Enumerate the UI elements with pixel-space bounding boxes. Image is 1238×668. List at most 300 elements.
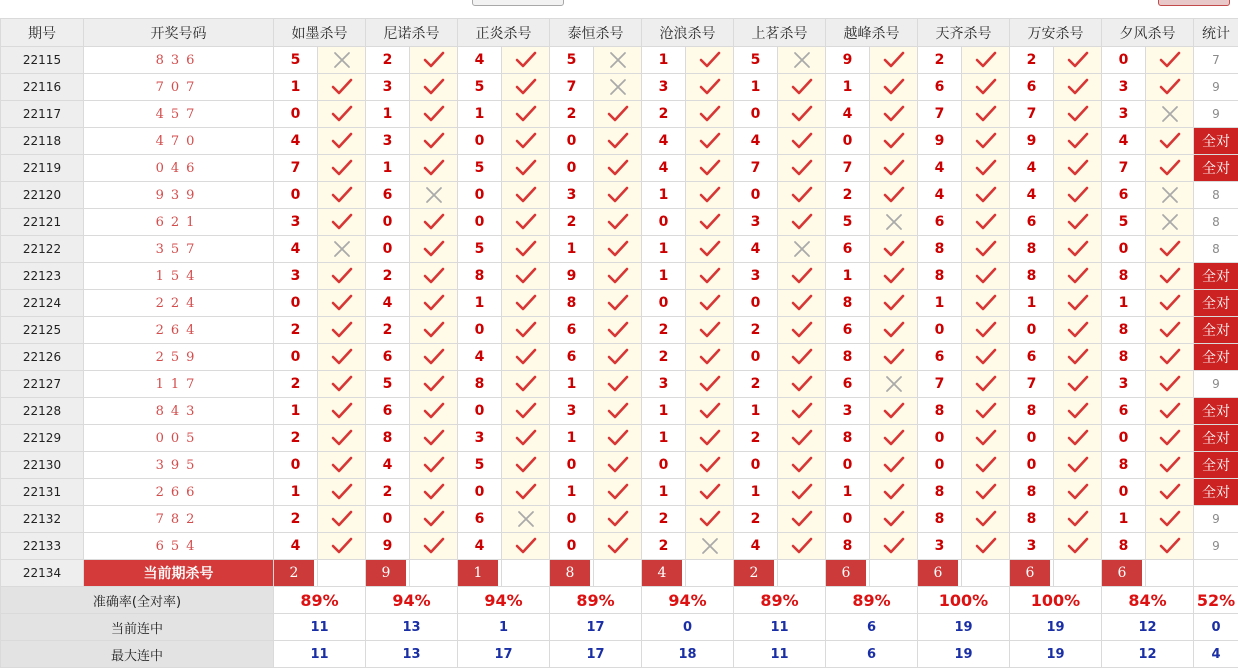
current-streak-row-value: 12 <box>1102 614 1194 641</box>
header-expert[interactable]: 如墨杀号 <box>274 19 366 47</box>
kill-number-cell: 1 <box>274 74 318 101</box>
hit-mark-cell <box>1054 425 1102 452</box>
kill-number-cell: 2 <box>826 182 870 209</box>
period-cell: 22116 <box>1 74 84 101</box>
hit-mark-cell <box>1146 317 1194 344</box>
kill-number-cell: 0 <box>1102 47 1146 74</box>
hit-mark-cell <box>778 398 826 425</box>
header-expert[interactable]: 天齐杀号 <box>918 19 1010 47</box>
cross-icon <box>1159 185 1181 205</box>
hit-mark-cell <box>1146 263 1194 290</box>
kill-number-cell: 7 <box>1102 155 1146 182</box>
hit-mark-cell <box>962 128 1010 155</box>
check-icon <box>1067 185 1089 205</box>
check-icon <box>791 185 813 205</box>
current-kill-spacer <box>594 560 642 587</box>
cross-icon <box>607 77 629 97</box>
kill-number-cell: 0 <box>458 479 502 506</box>
kill-number-cell: 1 <box>826 479 870 506</box>
kill-number-cell: 7 <box>918 101 962 128</box>
check-icon <box>1159 320 1181 340</box>
current-streak-row-value: 6 <box>826 614 918 641</box>
hit-mark-cell <box>410 101 458 128</box>
hit-mark-cell <box>1054 398 1102 425</box>
kill-number-cell: 2 <box>274 425 318 452</box>
hit-mark-cell <box>686 452 734 479</box>
kill-number-cell: 2 <box>366 317 410 344</box>
current-kill-number: 8 <box>550 560 590 586</box>
kill-number-cell: 7 <box>918 371 962 398</box>
kill-number-cell: 0 <box>1010 452 1054 479</box>
check-icon <box>423 509 445 529</box>
check-icon <box>699 104 721 124</box>
hit-mark-cell <box>686 371 734 398</box>
kill-number-cell: 4 <box>1102 128 1146 155</box>
check-icon <box>975 239 997 259</box>
hit-mark-cell <box>962 344 1010 371</box>
winning-number-cell: 836 <box>84 47 274 74</box>
kill-number-cell: 0 <box>826 128 870 155</box>
max-streak-row-value: 19 <box>918 641 1010 668</box>
max-streak-row-value: 11 <box>734 641 826 668</box>
period-cell: 22129 <box>1 425 84 452</box>
kill-number-cell: 0 <box>1010 425 1054 452</box>
check-icon <box>975 509 997 529</box>
header-expert[interactable]: 沧浪杀号 <box>642 19 734 47</box>
kill-number-cell: 4 <box>734 533 778 560</box>
hit-mark-cell <box>594 479 642 506</box>
kill-number-cell: 4 <box>458 344 502 371</box>
hit-mark-cell <box>870 47 918 74</box>
kill-number-cell: 7 <box>1010 371 1054 398</box>
check-icon <box>607 104 629 124</box>
check-icon <box>699 77 721 97</box>
check-icon <box>1159 293 1181 313</box>
check-icon <box>791 455 813 475</box>
period-cell: 22119 <box>1 155 84 182</box>
kill-number-cell: 1 <box>550 479 594 506</box>
kill-number-cell: 0 <box>1102 236 1146 263</box>
hit-mark-cell <box>318 317 366 344</box>
kill-number-cell: 9 <box>550 263 594 290</box>
kill-number-cell: 4 <box>458 47 502 74</box>
kill-number-cell: 0 <box>366 209 410 236</box>
current-kill-number: 6 <box>826 560 866 586</box>
check-icon <box>883 401 905 421</box>
hit-mark-cell <box>410 47 458 74</box>
cross-icon <box>423 185 445 205</box>
hit-count-cell: 9 <box>1194 371 1238 398</box>
check-icon <box>1067 266 1089 286</box>
miss-mark-cell <box>870 371 918 398</box>
winning-number-cell: 266 <box>84 479 274 506</box>
hit-mark-cell <box>502 128 550 155</box>
accuracy-row-value: 94% <box>642 587 734 614</box>
cross-icon <box>515 509 537 529</box>
kill-number-cell: 0 <box>274 101 318 128</box>
header-expert[interactable]: 泰恒杀号 <box>550 19 642 47</box>
kill-number-cell: 3 <box>642 74 686 101</box>
check-icon <box>607 509 629 529</box>
hit-mark-cell <box>410 74 458 101</box>
current-stat-cell <box>1194 560 1238 587</box>
kill-number-cell: 3 <box>1102 101 1146 128</box>
kill-number-cell: 4 <box>826 101 870 128</box>
hit-mark-cell <box>502 209 550 236</box>
hit-mark-cell <box>1054 533 1102 560</box>
kill-number-cell: 2 <box>366 47 410 74</box>
hit-mark-cell <box>962 209 1010 236</box>
check-icon <box>607 239 629 259</box>
hit-mark-cell <box>1146 398 1194 425</box>
check-icon <box>883 455 905 475</box>
kill-number-cell: 8 <box>1102 263 1146 290</box>
check-icon <box>331 347 353 367</box>
current-kill-cell <box>366 560 410 587</box>
accuracy-row-value: 89% <box>550 587 642 614</box>
hit-mark-cell <box>778 533 826 560</box>
table-row <box>1 317 1238 344</box>
kill-number-cell: 0 <box>642 452 686 479</box>
table-row <box>1 263 1238 290</box>
kill-number-cell: 2 <box>550 209 594 236</box>
accuracy-row-label: 准确率(全对率) <box>1 587 274 614</box>
kill-number-cell: 1 <box>642 479 686 506</box>
hit-mark-cell <box>318 263 366 290</box>
kill-number-cell: 8 <box>1010 263 1054 290</box>
check-icon <box>975 185 997 205</box>
check-icon <box>607 131 629 151</box>
hit-mark-cell <box>962 236 1010 263</box>
hit-mark-cell <box>778 182 826 209</box>
kill-number-cell: 2 <box>734 506 778 533</box>
hit-mark-cell <box>1054 479 1102 506</box>
hit-mark-cell <box>778 371 826 398</box>
hit-mark-cell <box>870 533 918 560</box>
all-correct-badge: 全对 <box>1194 155 1238 182</box>
check-icon <box>975 293 997 313</box>
header-row <box>1 19 1238 47</box>
header-expert[interactable]: 正炎杀号 <box>458 19 550 47</box>
check-icon <box>791 77 813 97</box>
all-correct-badge: 全对 <box>1194 263 1238 290</box>
current-streak-row-value: 0 <box>642 614 734 641</box>
kill-number-cell: 6 <box>918 209 962 236</box>
hit-mark-cell <box>410 425 458 452</box>
kill-number-cell: 0 <box>826 506 870 533</box>
current-kill-spacer <box>318 560 366 587</box>
kill-number-cell: 8 <box>366 425 410 452</box>
max-streak-row-value: 19 <box>1010 641 1102 668</box>
check-icon <box>883 428 905 448</box>
kill-number-cell: 1 <box>366 101 410 128</box>
kill-number-cell: 3 <box>826 398 870 425</box>
header-expert[interactable]: 越峰杀号 <box>826 19 918 47</box>
winning-number-cell: 782 <box>84 506 274 533</box>
check-icon <box>1159 158 1181 178</box>
current-kill-cell <box>642 560 686 587</box>
current-kill-number: 2 <box>274 560 314 586</box>
kill-number-cell: 6 <box>1102 398 1146 425</box>
kill-number-cell: 8 <box>826 533 870 560</box>
kill-number-cell: 4 <box>366 290 410 317</box>
kill-number-cell: 2 <box>274 506 318 533</box>
table-row <box>1 74 1238 101</box>
table-row <box>1 290 1238 317</box>
period-cell: 22121 <box>1 209 84 236</box>
kill-number-cell: 2 <box>1010 47 1054 74</box>
kill-number-cell: 0 <box>918 425 962 452</box>
kill-number-cell: 2 <box>734 317 778 344</box>
kill-number-cell: 0 <box>734 452 778 479</box>
hit-mark-cell <box>962 506 1010 533</box>
kill-number-cell: 8 <box>1102 344 1146 371</box>
all-correct-badge: 全对 <box>1194 128 1238 155</box>
winning-number-cell: 117 <box>84 371 274 398</box>
hit-count-cell: 9 <box>1194 506 1238 533</box>
kill-number-cell: 8 <box>1010 506 1054 533</box>
kill-number-cell: 0 <box>734 101 778 128</box>
hit-mark-cell <box>870 425 918 452</box>
hit-mark-cell <box>686 209 734 236</box>
check-icon <box>791 320 813 340</box>
current-kill-spacer <box>778 560 826 587</box>
kill-number-cell: 0 <box>1102 479 1146 506</box>
kill-number-cell: 8 <box>826 344 870 371</box>
kill-number-cell: 5 <box>826 209 870 236</box>
hit-mark-cell <box>686 398 734 425</box>
winning-number-cell: 224 <box>84 290 274 317</box>
cross-icon <box>791 50 813 70</box>
check-icon <box>331 509 353 529</box>
hit-mark-cell <box>594 128 642 155</box>
hit-mark-cell <box>318 506 366 533</box>
winning-number-cell: 707 <box>84 74 274 101</box>
check-icon <box>1159 347 1181 367</box>
header-expert[interactable]: 万安杀号 <box>1010 19 1102 47</box>
check-icon <box>791 401 813 421</box>
hit-mark-cell <box>1054 371 1102 398</box>
kill-number-cell: 4 <box>918 155 962 182</box>
check-icon <box>331 185 353 205</box>
kill-number-cell: 6 <box>550 317 594 344</box>
hit-mark-cell <box>778 74 826 101</box>
check-icon <box>423 266 445 286</box>
header-expert[interactable]: 上茗杀号 <box>734 19 826 47</box>
winning-number-cell: 357 <box>84 236 274 263</box>
check-icon <box>515 428 537 448</box>
check-icon <box>699 455 721 475</box>
header-period: 期号 <box>1 19 84 47</box>
max-streak-row-value: 17 <box>458 641 550 668</box>
kill-number-cell: 3 <box>550 182 594 209</box>
current-kill-spacer <box>686 560 734 587</box>
check-icon <box>607 266 629 286</box>
kill-number-cell: 0 <box>458 182 502 209</box>
accuracy-row-value: 100% <box>918 587 1010 614</box>
check-icon <box>423 293 445 313</box>
hit-mark-cell <box>778 101 826 128</box>
check-icon <box>1067 509 1089 529</box>
check-icon <box>331 77 353 97</box>
hit-mark-cell <box>686 101 734 128</box>
kill-number-cell: 2 <box>366 263 410 290</box>
kill-number-cell: 1 <box>918 290 962 317</box>
kill-number-cell: 4 <box>1010 155 1054 182</box>
hit-mark-cell <box>962 398 1010 425</box>
kill-number-cell: 5 <box>550 47 594 74</box>
kill-number-cell: 7 <box>274 155 318 182</box>
check-icon <box>975 77 997 97</box>
check-icon <box>423 50 445 70</box>
kill-number-cell: 6 <box>918 74 962 101</box>
kill-number-cell: 3 <box>918 533 962 560</box>
kill-number-cell: 6 <box>826 317 870 344</box>
hit-mark-cell <box>778 209 826 236</box>
kill-number-cell: 0 <box>734 182 778 209</box>
kill-number-cell: 6 <box>826 371 870 398</box>
table-row <box>1 155 1238 182</box>
check-icon <box>699 320 721 340</box>
check-icon <box>883 131 905 151</box>
check-icon <box>331 158 353 178</box>
kill-number-cell: 8 <box>918 479 962 506</box>
header-expert[interactable]: 尼诺杀号 <box>366 19 458 47</box>
check-icon <box>791 131 813 151</box>
check-icon <box>883 77 905 97</box>
kill-number-cell: 4 <box>642 155 686 182</box>
hit-mark-cell <box>1054 452 1102 479</box>
kill-number-cell: 5 <box>366 371 410 398</box>
check-icon <box>1159 455 1181 475</box>
miss-mark-cell <box>870 209 918 236</box>
hit-mark-cell <box>410 533 458 560</box>
check-icon <box>515 50 537 70</box>
kill-number-cell: 4 <box>274 236 318 263</box>
kill-number-cell: 0 <box>918 452 962 479</box>
max-streak-row-value: 13 <box>366 641 458 668</box>
header-stat: 统计 <box>1194 19 1238 47</box>
hit-mark-cell <box>870 74 918 101</box>
hit-mark-cell <box>962 479 1010 506</box>
kill-number-cell: 8 <box>1010 479 1054 506</box>
kill-number-cell: 8 <box>918 506 962 533</box>
period-cell: 22117 <box>1 101 84 128</box>
period-cell: 22127 <box>1 371 84 398</box>
check-icon <box>607 158 629 178</box>
period-cell: 22118 <box>1 128 84 155</box>
kill-number-cell: 0 <box>550 533 594 560</box>
hit-mark-cell <box>1146 425 1194 452</box>
hit-mark-cell <box>410 155 458 182</box>
check-icon <box>791 536 813 556</box>
current-kill-number: 9 <box>366 560 406 586</box>
check-icon <box>607 482 629 502</box>
kill-number-cell: 5 <box>274 47 318 74</box>
kill-number-cell: 3 <box>734 209 778 236</box>
current-kill-cell <box>1102 560 1146 587</box>
hit-mark-cell <box>594 155 642 182</box>
hit-mark-cell <box>318 182 366 209</box>
hit-mark-cell <box>1054 506 1102 533</box>
check-icon <box>975 212 997 232</box>
check-icon <box>1159 266 1181 286</box>
kill-number-cell: 1 <box>550 371 594 398</box>
toolbar-button-red[interactable] <box>1158 0 1230 6</box>
check-icon <box>883 482 905 502</box>
hit-mark-cell <box>1054 290 1102 317</box>
toolbar-button[interactable] <box>472 0 564 6</box>
check-icon <box>1159 401 1181 421</box>
table-row <box>1 452 1238 479</box>
accuracy-row-value: 89% <box>734 587 826 614</box>
header-expert[interactable]: 夕风杀号 <box>1102 19 1194 47</box>
winning-number-cell: 457 <box>84 101 274 128</box>
kill-number-cell: 0 <box>1010 317 1054 344</box>
kill-number-cell: 0 <box>366 236 410 263</box>
hit-mark-cell <box>410 290 458 317</box>
hit-mark-cell <box>594 236 642 263</box>
check-icon <box>1159 482 1181 502</box>
check-icon <box>975 104 997 124</box>
hit-mark-cell <box>962 74 1010 101</box>
hit-mark-cell <box>318 344 366 371</box>
current-kill-cell <box>826 560 870 587</box>
hit-mark-cell <box>870 101 918 128</box>
hit-mark-cell <box>686 263 734 290</box>
miss-mark-cell <box>594 74 642 101</box>
hit-mark-cell <box>502 47 550 74</box>
hit-mark-cell <box>686 479 734 506</box>
kill-number-cell: 8 <box>458 263 502 290</box>
hit-mark-cell <box>502 479 550 506</box>
kill-number-cell: 2 <box>642 101 686 128</box>
hit-count-cell: 9 <box>1194 74 1238 101</box>
check-icon <box>607 455 629 475</box>
current-streak-row <box>1 614 1238 641</box>
hit-mark-cell <box>778 317 826 344</box>
hit-mark-cell <box>778 344 826 371</box>
hit-mark-cell <box>502 425 550 452</box>
hit-mark-cell <box>1146 74 1194 101</box>
hit-mark-cell <box>1054 209 1102 236</box>
check-icon <box>975 320 997 340</box>
kill-number-cell: 6 <box>1102 182 1146 209</box>
hit-mark-cell <box>1146 371 1194 398</box>
kill-number-cell: 0 <box>274 344 318 371</box>
current-streak-row-value: 17 <box>550 614 642 641</box>
kill-number-cell: 8 <box>1102 452 1146 479</box>
hit-mark-cell <box>410 344 458 371</box>
miss-mark-cell <box>318 236 366 263</box>
check-icon <box>699 293 721 313</box>
kill-number-cell: 3 <box>1010 533 1054 560</box>
hit-mark-cell <box>410 263 458 290</box>
hit-mark-cell <box>962 47 1010 74</box>
all-correct-badge: 全对 <box>1194 452 1238 479</box>
kill-number-cell: 2 <box>734 371 778 398</box>
hit-mark-cell <box>594 452 642 479</box>
max-streak-row-label: 最大连中 <box>1 641 274 668</box>
cross-icon <box>791 239 813 259</box>
winning-number-cell: 939 <box>84 182 274 209</box>
hit-mark-cell <box>1054 344 1102 371</box>
max-streak-row <box>1 641 1238 668</box>
kill-number-cell: 6 <box>1010 209 1054 236</box>
check-icon <box>515 77 537 97</box>
check-icon <box>331 131 353 151</box>
check-icon <box>331 455 353 475</box>
